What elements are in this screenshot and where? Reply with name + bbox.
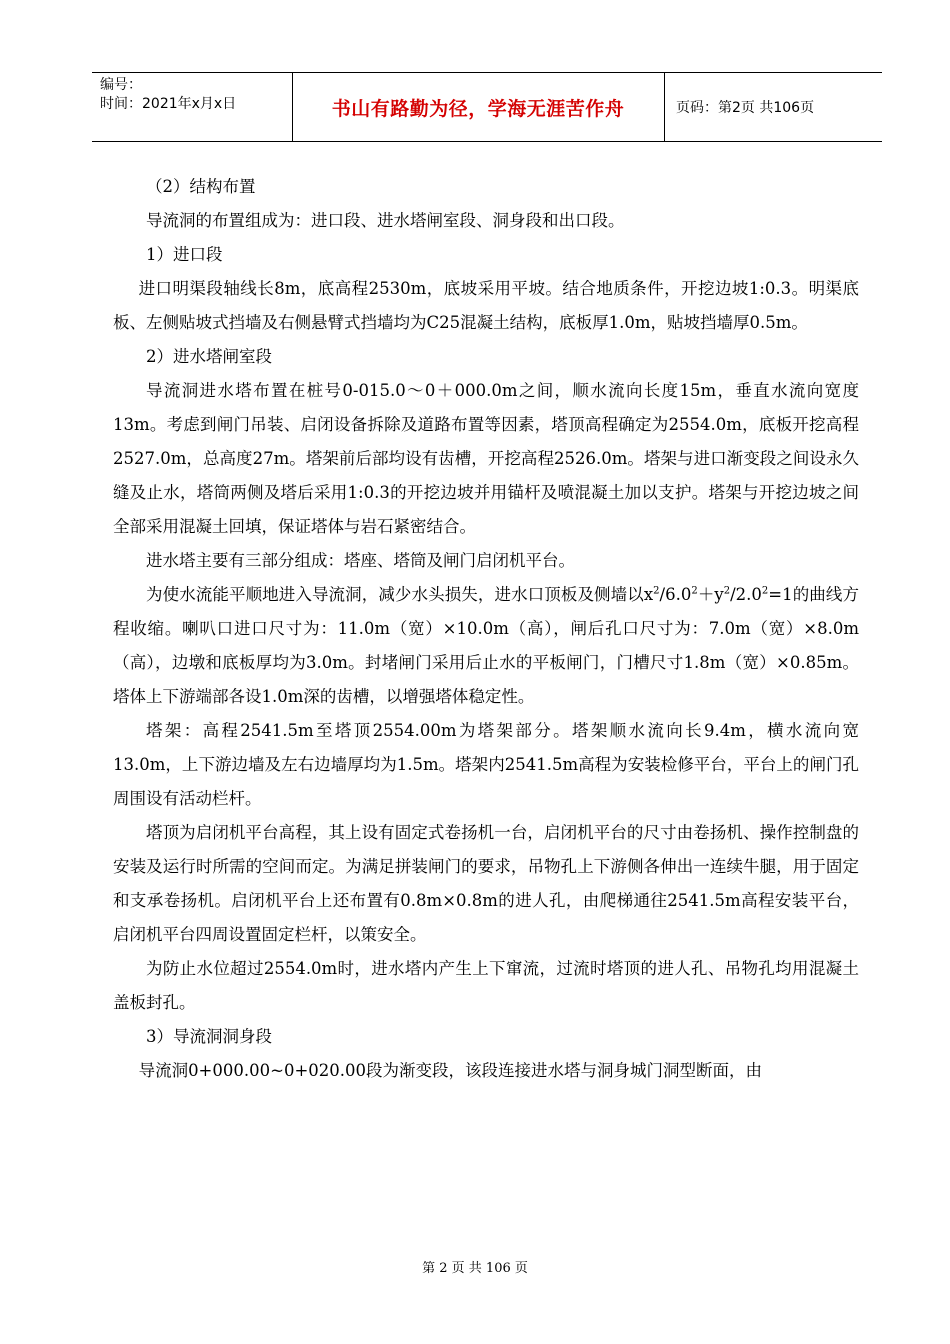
paragraph: 为防止水位超过2554.0m时，进水塔内产生上下窜流，过流时塔顶的进人孔、吊物孔均用混凝土盖板封孔。 <box>113 959 859 1012</box>
header-motto: 书山有路勤为径，学海无涯苦作舟 <box>331 98 625 120</box>
paragraph: 导流洞0+000.00~0+020.00段为渐变段，该段连接进水塔与洞身城门洞型断面，由 <box>138 1061 763 1080</box>
header-bottom-rule <box>92 141 882 142</box>
paragraph: 进水塔主要有三部分组成：塔座、塔筒及闸门启闭机平台。 <box>146 551 575 570</box>
subsection-heading: 3）导流洞洞身段 <box>146 1027 272 1046</box>
text-run: 为使水流能平顺地进入导流洞，减少水头损失，进水口顶板及侧墙以x <box>146 585 654 604</box>
text-run: /2.0 <box>730 585 762 604</box>
subsection-heading: 1）进口段 <box>146 245 223 264</box>
subsection-heading: 2）进水塔闸室段 <box>146 347 272 366</box>
paragraph: 塔顶为启闭机平台高程，其上设有固定式卷扬机一台，启闭机平台的尺寸由卷扬机、操作控制盘的安装及运行时所需的空间而定。为满足拼装闸门的要求，吊物孔上下游侧各伸出一连续牛腿，用于固定和支承卷扬机。启闭机平台上还布置有0.8m×0.8m的进人孔，由爬梯通往2541.5m高程安装平台，启闭机平台四周设置固定栏杆，以策安全。 <box>113 823 859 944</box>
header-page-label: 页码：第2页 共106页 <box>676 100 815 116</box>
section-heading: （2）结构布置 <box>146 177 256 196</box>
paragraph-equation <box>113 578 859 714</box>
header-meta <box>100 76 236 114</box>
text-run: /6.0 <box>659 585 692 604</box>
serial-label: 编号： <box>100 77 142 93</box>
time-label: 时间：2021年x月x日 <box>100 96 237 112</box>
paragraph: 塔架：高程2541.5m至塔顶2554.00m为塔架部分。塔架顺水流向长9.4m，横水流向宽13.0m，上下游边墙及左右边墙厚均为1.5m。塔架内2541.5m高程为安装检修平台，平台上的闸门孔周围设有活动栏杆。 <box>113 721 859 808</box>
superscript: 2 <box>761 585 769 597</box>
paragraph: 导流洞进水塔布置在桩号0-015.0～0＋000.0m之间，顺水流向长度15m，垂直水流向宽度13m。考虑到闸门吊装、启闭设备拆除及道路布置等因素，塔顶高程确定为2554.0m，底板开挖高程2527.0m，总高度27m。塔架前后部均设有齿槽，开挖高程2526.0m。塔架与进口渐变段之间设永久缝及止水，塔筒两侧及塔后采用1:0.3的开挖边坡并用锚杆及喷混凝土加以支护。塔架与开挖边坡之间全部采用混凝土回填，保证塔体与岩石紧密结合。 <box>113 381 859 536</box>
header-top-rule <box>92 72 882 73</box>
superscript: 2 <box>653 585 660 597</box>
superscript: 2 <box>691 585 698 597</box>
document-body <box>113 170 859 1088</box>
text-run: ＋y <box>697 585 724 604</box>
text-run: =1的曲线方程收缩。喇叭口进口尺寸为：11.0m（宽）×10.0m（高），闸后孔口尺寸为：7.0m（宽）×8.0m（高），边墩和底板厚均为3.0m。封堵闸门采用后止水的平板闸门，门槽尺寸1.8m（宽）×0.85m。塔体上下游端部各设1.0m深的齿槽，以增强塔体稳定性。 <box>113 585 859 706</box>
header-divider-right <box>664 72 665 141</box>
page-footer: 第 2 页 共 106 页 <box>422 1261 528 1276</box>
paragraph: 导流洞的布置组成为：进口段、进水塔闸室段、洞身段和出口段。 <box>146 211 625 230</box>
superscript: 2 <box>723 585 731 597</box>
paragraph: 进口明渠段轴线长8m，底高程2530m，底坡采用平坡。结合地质条件，开挖边坡1:0.3。明渠底板、左侧贴坡式挡墙及右侧悬臂式挡墙均为C25混凝土结构，底板厚1.0m，贴坡挡墙厚0.5m。 <box>113 279 859 332</box>
